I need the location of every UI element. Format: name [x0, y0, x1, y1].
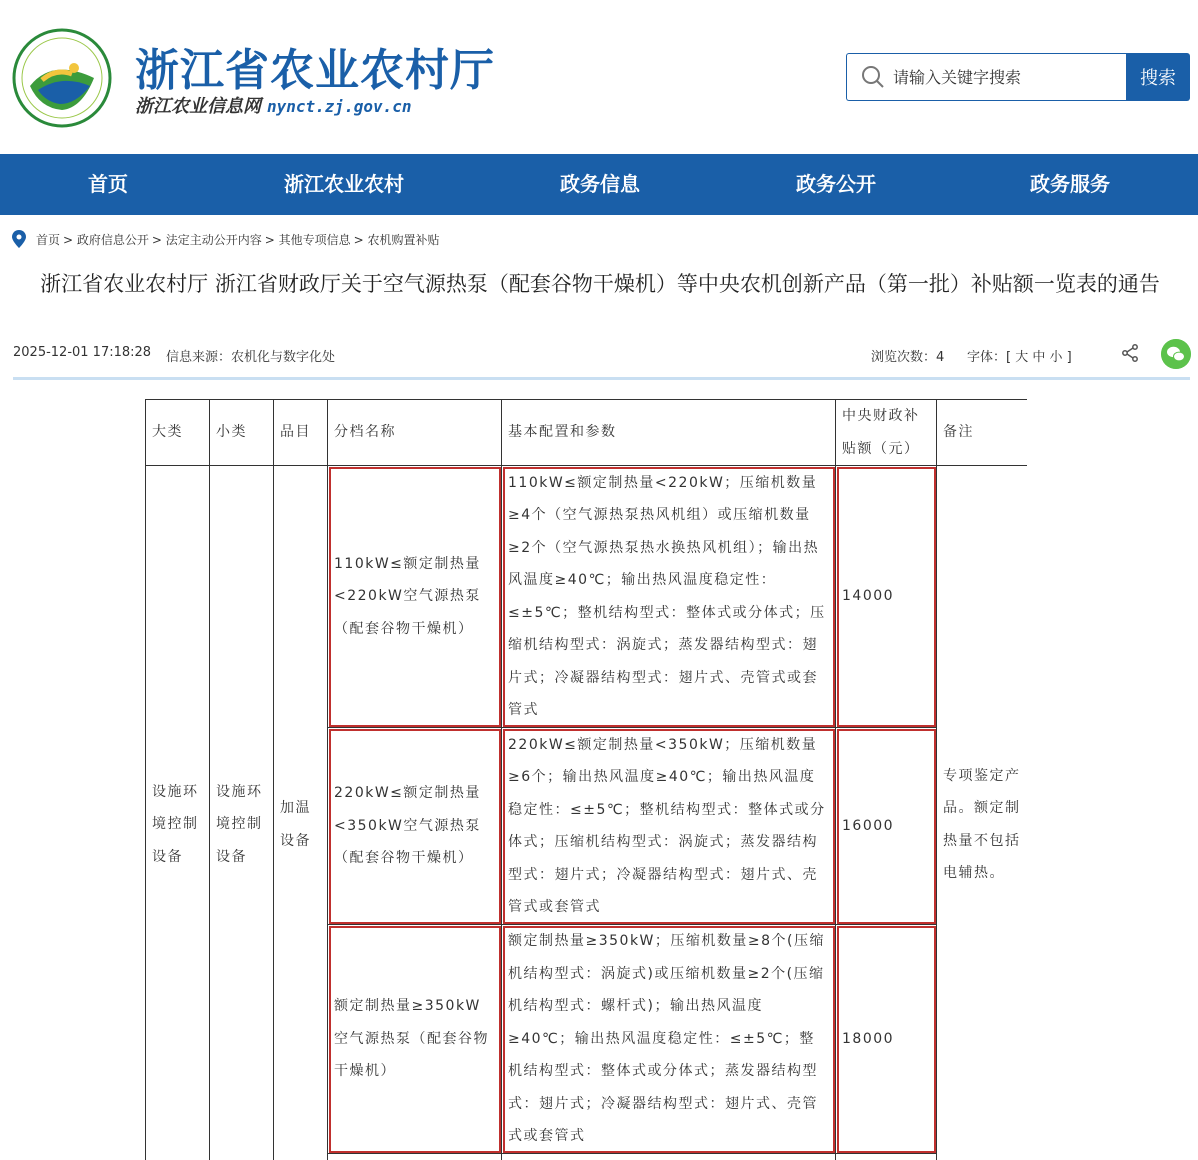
location-pin-icon — [12, 230, 26, 248]
main-nav — [0, 154, 1198, 215]
site-title[interactable]: 浙江省农业农村厅 — [135, 45, 495, 96]
cell-category: 设施环境控制设备 — [146, 466, 210, 1160]
cell-params: 110kW≤额定制热量<220kW；压缩机数量≥4个（空气源热泵热风机组）或压缩机数量≥2个（空气源热泵热水换热风机组）；输出热风温度≥40℃；输出热风温度稳定性：≤±5℃；整机结构型式：整体式或分体式；压缩机结构型式：涡旋式；蒸发器结构型式：翅片式；冷凝器结构型式：翅片式、壳管式或套管式 — [502, 466, 836, 728]
cell-subcategory: 设施环境控制设备 — [210, 466, 274, 1160]
article-title: 浙江省农业农村厅 浙江省财政厅关于空气源热泵（配套谷物干燥机）等中央农机创新产品（第一批）补贴额一览表的通告 — [40, 272, 1160, 296]
cell-params: 额定制热量≥350kW；压缩机数量≥8个(压缩机结构型式：涡旋式)或压缩机数量≥2个(压缩机结构型式：螺杆式)；输出热风温度≥40℃；输出热风温度稳定性：≤±5℃；整机结构型式：整体式或分体式；蒸发器结构型式：翅片式；冷凝器结构型式：翅片式、壳管式或套管式 — [502, 925, 836, 1154]
header-subsidy: 中央财政补贴额（元） — [836, 400, 937, 466]
search-box — [846, 53, 1126, 101]
cell-grade: 额定制热量≥350kW空气源热泵（配套谷物干燥机） — [328, 925, 502, 1154]
header-grade: 分档名称 — [328, 400, 502, 466]
site-subtitle — [135, 92, 412, 118]
table-row — [146, 466, 1028, 728]
cell-grade: 110kW≤额定制热量<220kW空气源热泵（配套谷物干燥机） — [328, 466, 502, 728]
font-size-selector[interactable]: 字体：[ 大 中 小 ] — [967, 350, 1072, 365]
site-logo-icon[interactable] — [12, 28, 112, 128]
site-domain: nynct.zj.gov.cn — [267, 97, 412, 116]
breadcrumb — [12, 229, 443, 249]
nav-item-government-service[interactable]: 政务服务 — [1030, 172, 1110, 196]
breadcrumb-statutory[interactable]: > 法定主动公开内容 — [151, 232, 262, 247]
info-source: 信息来源：农机化与数字化处 — [166, 350, 336, 365]
header-note: 备注 — [937, 400, 1028, 466]
breadcrumb-special[interactable]: > 其他专项信息 — [264, 232, 351, 247]
divider — [13, 377, 1190, 380]
cell-subsidy: 16000 — [836, 728, 937, 925]
cell-subsidy — [836, 1154, 937, 1160]
nav-item-government-info[interactable]: 政务信息 — [560, 172, 640, 196]
breadcrumb-gov-info[interactable]: > 政府信息公开 — [63, 232, 149, 247]
breadcrumb-subsidy[interactable]: > 农机购置补贴 — [353, 232, 440, 247]
nav-item-government-disclosure[interactable]: 政务公开 — [796, 172, 876, 196]
search-input[interactable] — [893, 54, 1123, 100]
header-category: 大类 — [146, 400, 210, 466]
cell-subsidy: 14000 — [836, 466, 937, 728]
cell-note: 专项鉴定产品。额定制热量不包括电辅热。 — [937, 466, 1028, 1160]
nav-item-zhejiang-agriculture[interactable]: 浙江农业农村 — [284, 172, 404, 196]
cell-item: 加温设备 — [274, 466, 328, 1160]
article-meta — [13, 344, 1190, 366]
subsidy-table-container[interactable] — [145, 399, 1027, 1160]
header-item: 品目 — [274, 400, 328, 466]
header-subcategory: 小类 — [210, 400, 274, 466]
cell-params: 220kW≤额定制热量<350kW；压缩机数量≥6个；输出热风温度≥40℃；输出热风温度稳定性：≤±5℃；整机结构型式：整体式或分体式；压缩机结构型式：涡旋式；蒸发器结构型式：翅片式；冷凝器结构型式：翅片式、壳管式或套管式 — [502, 728, 836, 925]
share-icon[interactable] — [1121, 344, 1139, 362]
search-icon — [861, 65, 885, 89]
site-header — [0, 0, 1198, 154]
search-button[interactable]: 搜索 — [1126, 53, 1190, 101]
cell-grade — [328, 1154, 502, 1160]
breadcrumb-home[interactable]: 首页 — [36, 232, 61, 247]
publish-date: 2025-12-01 17:18:28 — [13, 345, 152, 360]
header-params: 基本配置和参数 — [502, 400, 836, 466]
site-subtitle-text: 浙江农业信息网 — [135, 96, 261, 117]
cell-params — [502, 1154, 836, 1160]
subsidy-table — [145, 399, 1027, 1160]
nav-item-home[interactable]: 首页 — [88, 172, 128, 196]
wechat-icon[interactable] — [1161, 339, 1191, 369]
view-count: 浏览次数：4 — [871, 350, 945, 365]
table-header-row — [146, 400, 1028, 466]
cell-subsidy: 18000 — [836, 925, 937, 1154]
cell-grade: 220kW≤额定制热量<350kW空气源热泵（配套谷物干燥机） — [328, 728, 502, 925]
